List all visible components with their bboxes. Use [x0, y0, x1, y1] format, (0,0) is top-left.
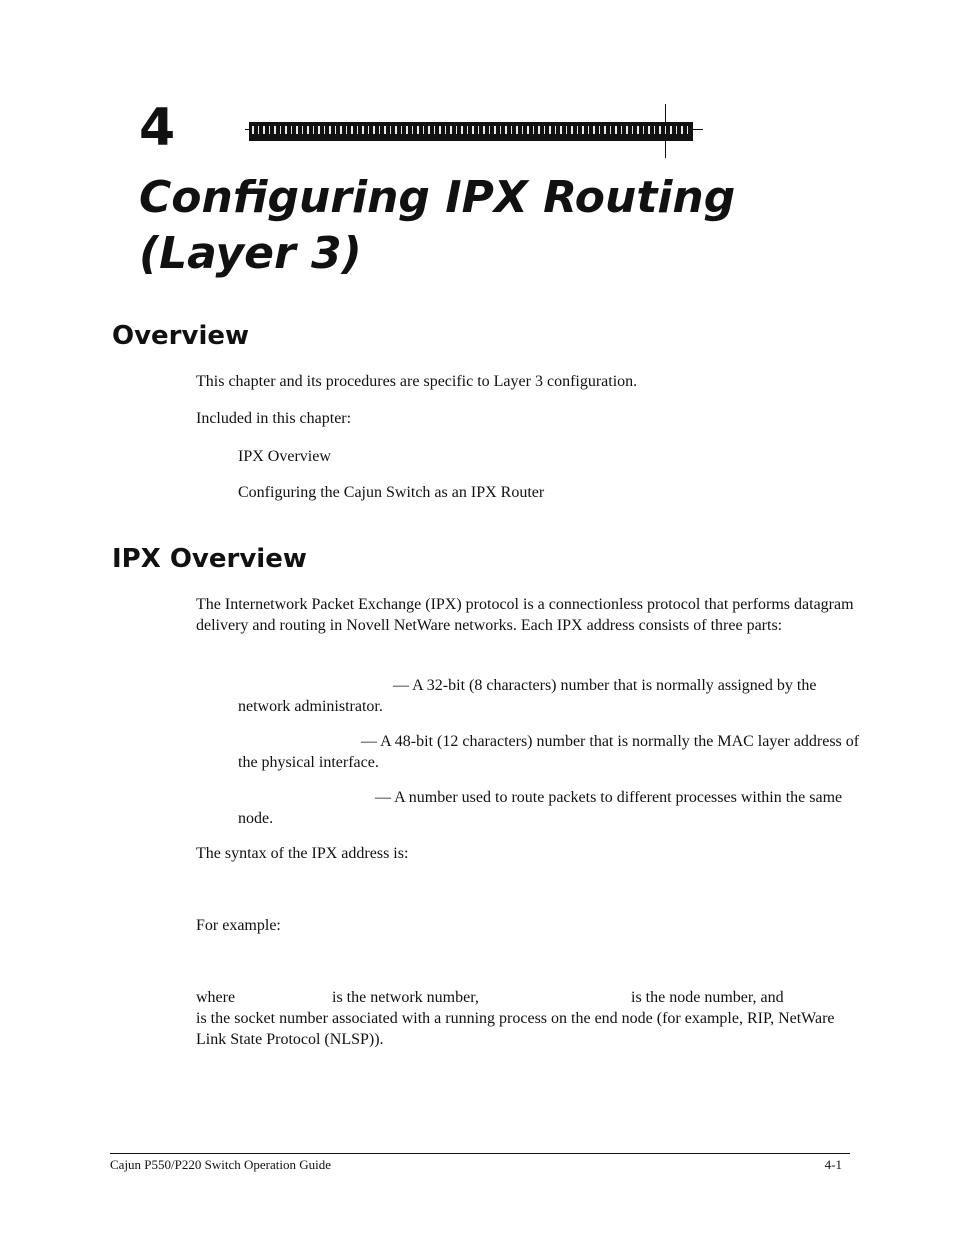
footer-guide-title: Cajun P550/P220 Switch Operation Guide — [110, 1157, 331, 1172]
ipx-overview-heading: IPX Overview — [112, 544, 307, 574]
where-node-text: is the node number, and — [631, 989, 784, 1006]
syntax-label: The syntax of the IPX address is: — [196, 845, 409, 862]
address-part-socket: — A number used to route packets to different processes within the same node. — [238, 789, 843, 827]
included-label: Included in this chapter: — [196, 410, 352, 427]
where-socket-text: is the socket number associated with a running process on the end node (for example, RIP, NetWare Link State Protocol (NLSP)). — [196, 1010, 835, 1048]
list-item: IPX Overview — [238, 448, 331, 465]
chapter-bar-pattern — [252, 126, 690, 134]
address-part-network: — A 32-bit (8 characters) number that is normally assigned by the network administrator. — [238, 677, 817, 715]
overview-intro: This chapter and its procedures are specific to Layer 3 configuration. — [196, 373, 638, 390]
where-word: where — [196, 989, 236, 1006]
list-item: Configuring the Cajun Switch as an IPX Router — [238, 484, 545, 501]
chapter-title: Configuring IPX Routing (Layer 3) — [139, 172, 736, 279]
address-part-node: — A 48-bit (12 characters) number that is normally the MAC layer address of the physical interface. — [238, 733, 860, 771]
chapter-number: 4 — [139, 98, 176, 158]
overview-heading: Overview — [112, 321, 250, 351]
example-label: For example: — [196, 917, 281, 934]
ipx-overview-paragraph: The Internetwork Packet Exchange (IPX) protocol is a connectionless protocol that performs datagram delivery and routing in Novell NetWare networks. Each IPX address consists of three parts: — [196, 596, 854, 634]
footer-rule — [110, 1153, 850, 1154]
footer-page-number: 4-1 — [824, 1157, 842, 1172]
where-network-text: is the network number, — [332, 989, 479, 1006]
